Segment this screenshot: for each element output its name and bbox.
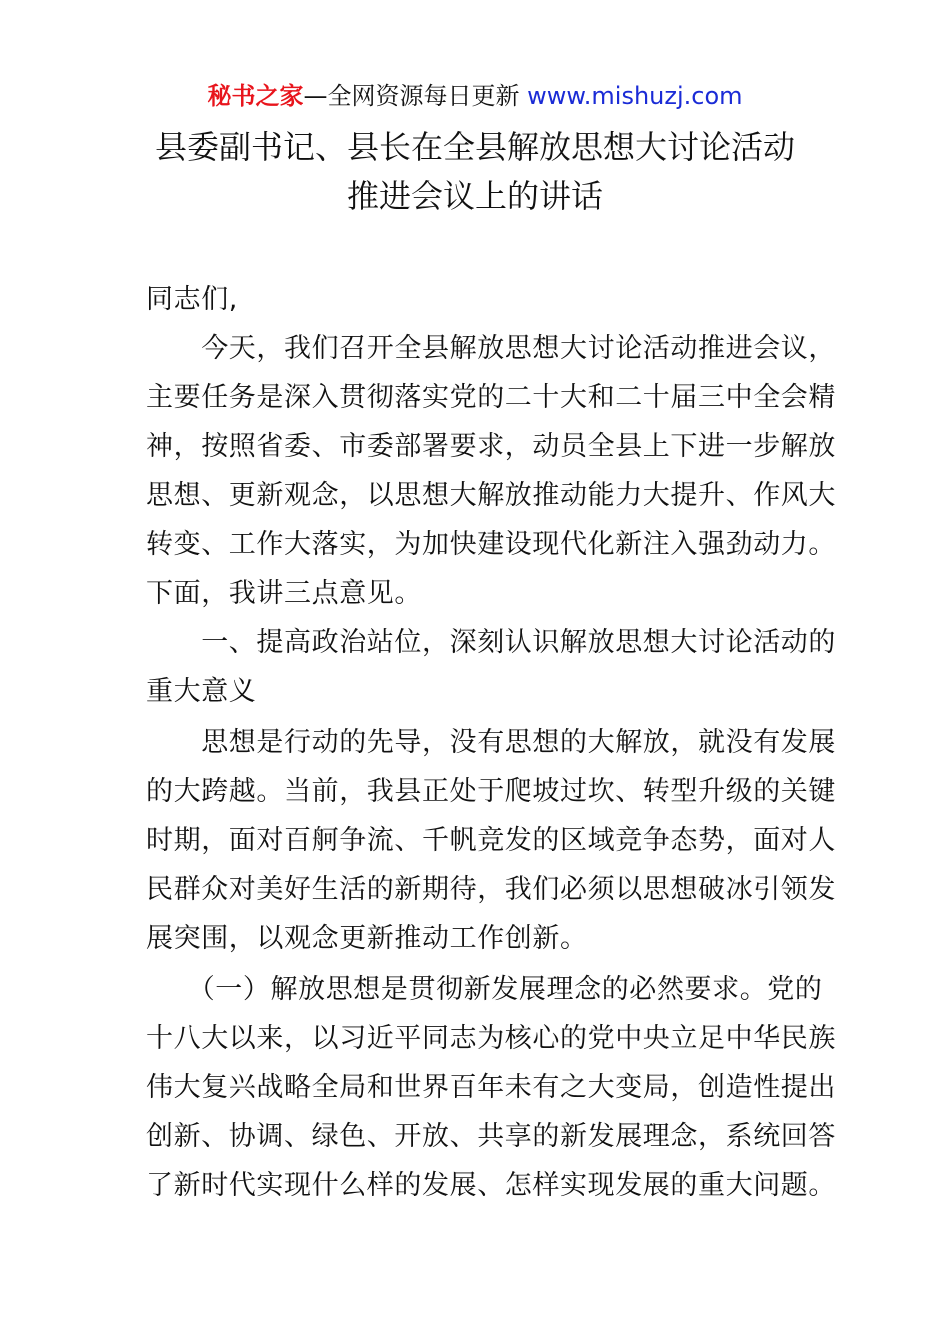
body-line: 伟大复兴战略全局和世界百年未有之大变局，创造性提出: [146, 1072, 836, 1103]
body-line: 的大跨越。当前，我县正处于爬坡过坎、转型升级的关键: [146, 776, 836, 807]
body-line: 思想是行动的先导，没有思想的大解放，就没有发展: [146, 727, 836, 758]
body-line: 思想、更新观念，以思想大解放推动能力大提升、作风大: [146, 480, 836, 511]
document-title-line-2: 推进会议上的讲话: [346, 177, 603, 215]
body-line: 十八大以来，以习近平同志为核心的党中央立足中华民族: [146, 1023, 836, 1054]
section-heading-line: 重大意义: [146, 676, 257, 707]
site-url-link[interactable]: www.mishuzj.com: [527, 82, 743, 110]
body-line: 神，按照省委、市委部署要求，动员全县上下进一步解放: [146, 431, 836, 462]
brand-name: 秘书之家: [207, 82, 304, 110]
document-title-line-1: 县委副书记、县长在全县解放思想大讨论活动: [154, 128, 795, 166]
section-heading-line: 一、提高政治站位，深刻认识解放思想大讨论活动的: [146, 627, 836, 658]
body-line: 创新、协调、绿色、开放、共享的新发展理念，系统回答: [146, 1121, 836, 1152]
body-line: 主要任务是深入贯彻落实党的二十大和二十届三中全会精: [146, 382, 836, 413]
body-line: 展突围，以观念更新推动工作创新。: [146, 923, 588, 954]
site-header: [0, 80, 950, 112]
body-line: （一）解放思想是贯彻新发展理念的必然要求。党的: [146, 974, 823, 1005]
body-line: 了新时代实现什么样的发展、怎样实现发展的重大问题。: [146, 1170, 836, 1201]
body-line: 下面，我讲三点意见。: [146, 578, 422, 609]
site-tagline: —全网资源每日更新: [303, 82, 528, 110]
body-line: 今天，我们召开全县解放思想大讨论活动推进会议，: [146, 333, 836, 364]
body-line: 时期，面对百舸争流、千帆竞发的区域竞争态势，面对人: [146, 825, 836, 856]
body-line: 民群众对美好生活的新期待，我们必须以思想破冰引领发: [146, 874, 836, 905]
body-line: 同志们,: [146, 284, 238, 315]
body-line: 转变、工作大落实，为加快建设现代化新注入强劲动力。: [146, 529, 836, 560]
